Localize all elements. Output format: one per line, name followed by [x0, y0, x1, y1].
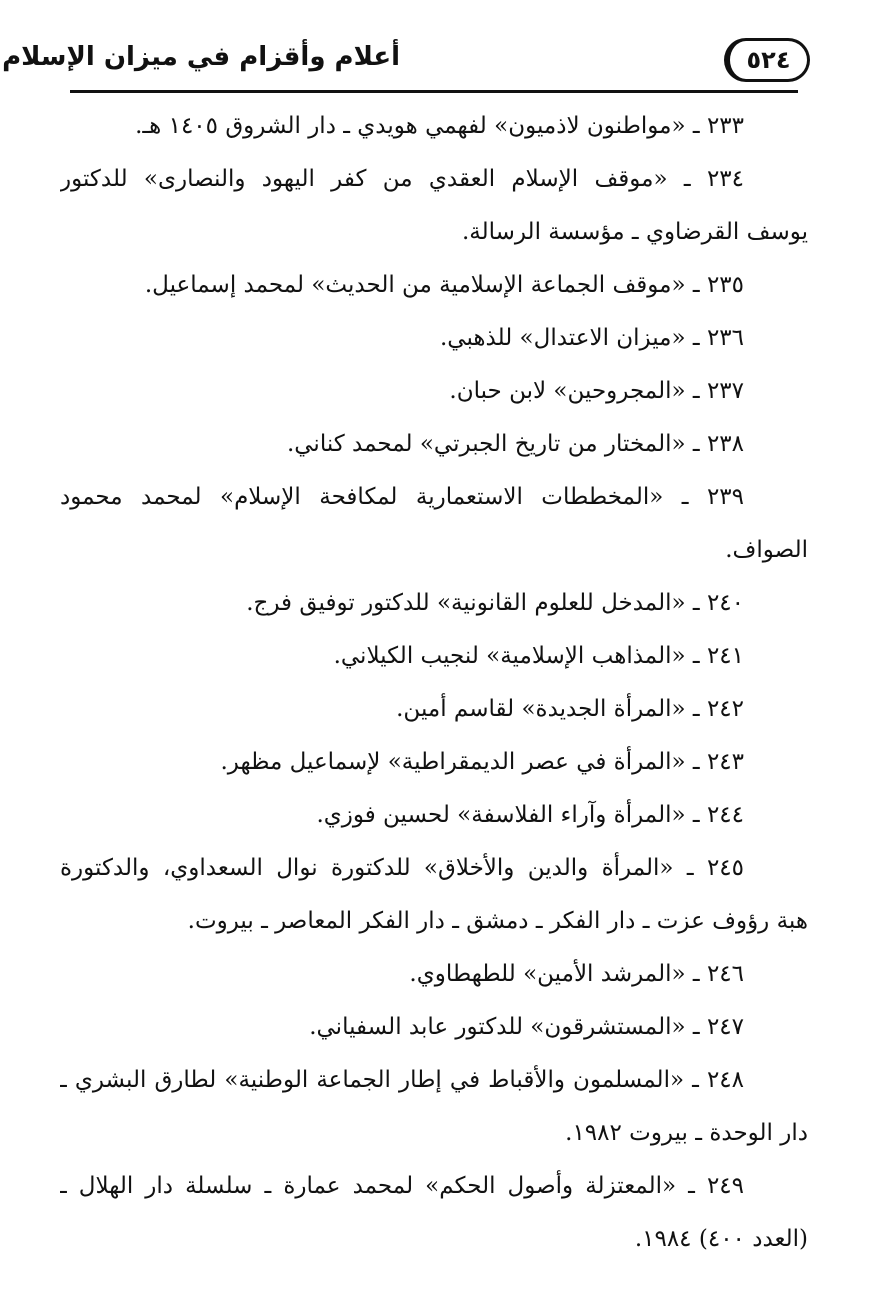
bibliography-entry-line: ٢٤٩ ـ «المعتزلة وأصول الحكم» لمحمد عمارة ـ سلسلة دار الهلال ـ	[60, 1173, 744, 1199]
bibliography-continuation-line: الصواف.	[725, 537, 808, 563]
bibliography-entry-line: ٢٤٢ ـ «المرأة الجديدة» لقاسم أمين.	[396, 696, 744, 722]
page-header	[2, 28, 810, 94]
bibliography-entry-line: ٢٣٤ ـ «موقف الإسلام العقدي من كفر اليهود والنصارى» للدكتور	[60, 166, 744, 192]
bibliography-entry-line: ٢٤١ ـ «المذاهب الإسلامية» لنجيب الكيلاني.	[333, 643, 744, 669]
header-rule	[70, 90, 798, 93]
bibliography-entry-line: ٢٣٨ ـ «المختار من تاريخ الجبرتي» لمحمد كناني.	[286, 431, 744, 457]
bibliography-continuation-line: (العدد ٤٠٠) ١٩٨٤.	[634, 1226, 808, 1252]
bibliography-entry-line: ٢٤٦ ـ «المرشد الأمين» للطهطاوي.	[409, 961, 744, 987]
bibliography-entry-line: ٢٣٦ ـ «ميزان الاعتدال» للذهبي.	[439, 325, 744, 351]
page-number: ٥٢٤	[724, 38, 810, 82]
bibliography-entry-line: ٢٣٩ ـ «المخططات الاستعمارية لمكافحة الإسلام» لمحمد محمود	[60, 484, 744, 510]
bibliography-entry-line: ٢٤٣ ـ «المرأة في عصر الديمقراطية» لإسماعيل مظهر.	[220, 749, 744, 775]
bibliography-entry-line: ٢٤٨ ـ «المسلمون والأقباط في إطار الجماعة الوطنية» لطارق البشري ـ	[60, 1067, 744, 1093]
bibliography-continuation-line: يوسف القرضاوي ـ مؤسسة الرسالة.	[461, 219, 808, 245]
bibliography-entry-line: ٢٤٤ ـ «المرأة وآراء الفلاسفة» لحسين فوزي.	[316, 802, 744, 828]
bibliography-entry-line: ٢٣٣ ـ «مواطنون لاذميون» لفهمي هويدي ـ دار الشروق ١٤٠٥ هـ.	[135, 113, 744, 139]
bibliography-entry-line: ٢٤٧ ـ «المستشرقون» للدكتور عابد السفياني.	[309, 1014, 744, 1040]
bibliography-entry-line: ٢٣٥ ـ «موقف الجماعة الإسلامية من الحديث» لمحمد إسماعيل.	[144, 272, 744, 298]
bibliography-list	[60, 100, 808, 1266]
bibliography-entry-line: ٢٤٠ ـ «المدخل للعلوم القانونية» للدكتور توفيق فرج.	[246, 590, 744, 616]
running-title: أعلام وأقزام في ميزان الإسلام	[2, 42, 400, 72]
bibliography-entry-line: ٢٣٧ ـ «المجروحين» لابن حبان.	[449, 378, 744, 404]
bibliography-entry-line: ٢٤٥ ـ «المرأة والدين والأخلاق» للدكتورة نوال السعداوي، والدكتورة	[60, 855, 744, 881]
bibliography-continuation-line: هبة رؤوف عزت ـ دار الفكر ـ دمشق ـ دار الفكر المعاصر ـ بيروت.	[187, 908, 808, 934]
bibliography-continuation-line: دار الوحدة ـ بيروت ١٩٨٢.	[565, 1120, 808, 1146]
